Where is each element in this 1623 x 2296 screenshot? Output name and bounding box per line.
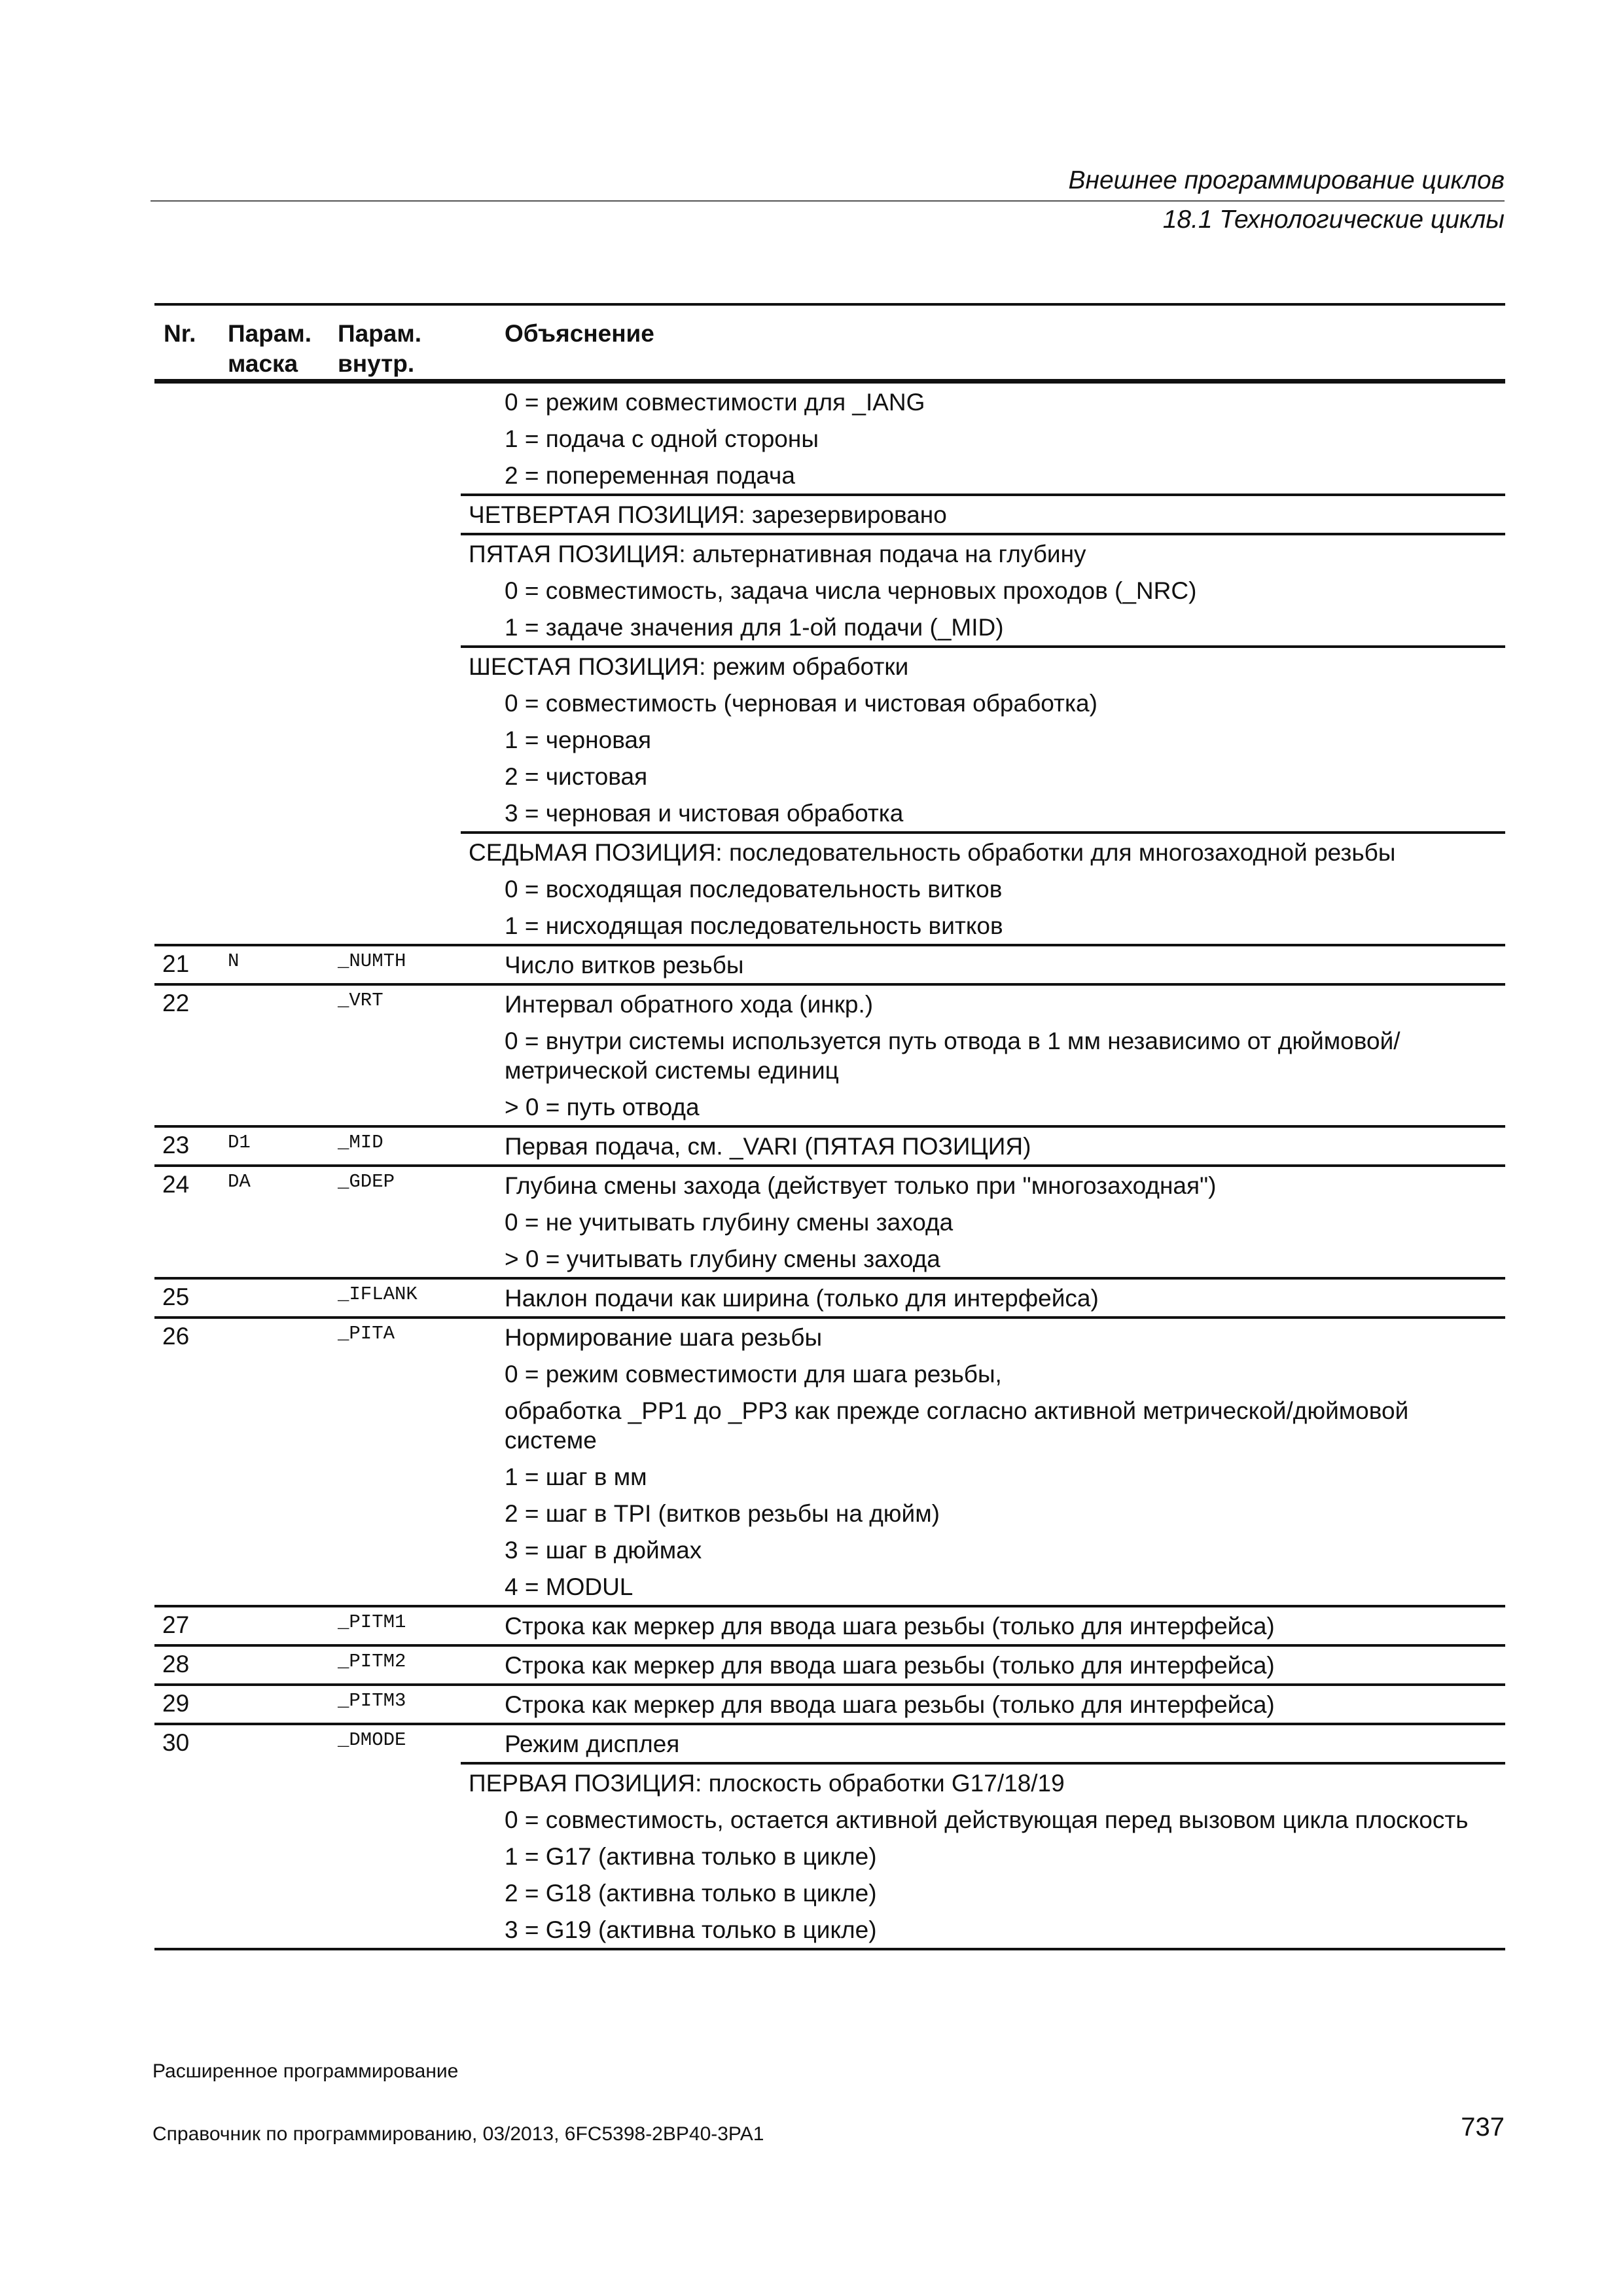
- table-bottom-rule: [154, 1948, 1505, 1950]
- row-internal-param: _PITA: [338, 1323, 395, 1344]
- table-detail-row: [154, 572, 1505, 645]
- footer-document-id: Справочник по программированию, 03/2013, 6FC5398-2BP40-3PA1: [152, 2123, 764, 2145]
- row-explanation: [505, 1167, 1505, 1277]
- running-header-chapter: Внешнее программирование циклов: [1068, 166, 1505, 194]
- explanation-line: 0 = совместимость, остается активной действующая перед вызовом цикла плоскость: [505, 1806, 1469, 1833]
- row-mask-param: D1: [228, 1132, 251, 1153]
- row-explanation: [505, 685, 1505, 831]
- table-body: [154, 384, 1505, 1948]
- explanation-line: 4 = MODUL: [505, 1573, 633, 1600]
- row-internal-param: _NUMTH: [338, 950, 406, 972]
- header-rule: [151, 200, 1505, 202]
- table-subheading-row: [461, 493, 1505, 533]
- row-nr: 25: [162, 1283, 190, 1310]
- explanation-line: 0 = не учитывать глубину смены захода: [505, 1209, 954, 1236]
- table-header: [154, 303, 1505, 384]
- explanation-line: 2 = чистовая: [505, 763, 648, 790]
- row-mask-param: N: [228, 950, 240, 972]
- explanation-line: Строка как меркер для ввода шага резьбы (только для интерфейса): [505, 1691, 1275, 1718]
- table-detail-row: [154, 870, 1505, 944]
- explanation-line: Режим дисплея: [505, 1731, 680, 1757]
- explanation-line: Строка как меркер для ввода шага резьбы (только для интерфейса): [505, 1613, 1275, 1640]
- explanation-line: ПЕРВАЯ ПОЗИЦИЯ: плоскость обработки G17/18/19: [469, 1770, 1065, 1797]
- explanation-line: обработка _PP1 до _PP3 как прежде согласно активной метрической/дюймовой системе: [505, 1397, 1409, 1454]
- column-header-explanation: Объяснение: [505, 320, 654, 347]
- table-detail-row: [154, 685, 1505, 831]
- explanation-line: Глубина смены захода (действует только при "многозаходная"): [505, 1172, 1217, 1199]
- table-row: [154, 1277, 1505, 1316]
- row-explanation: [461, 648, 1505, 685]
- table-subheading-row: [461, 645, 1505, 685]
- explanation-line: > 0 = путь отвода: [505, 1094, 700, 1121]
- row-internal-param: _VRT: [338, 990, 383, 1011]
- table-row: [154, 1125, 1505, 1164]
- row-explanation: [505, 1725, 1505, 1762]
- row-internal-param: _DMODE: [338, 1729, 406, 1751]
- explanation-line: 0 = режим совместимости для шага резьбы,: [505, 1361, 1002, 1388]
- explanation-line: 0 = внутри системы используется путь отвода в 1 мм независимо от дюймовой/метрической системы единиц: [505, 1028, 1400, 1084]
- row-nr: 21: [162, 950, 190, 977]
- table-row: [154, 1164, 1505, 1277]
- row-explanation: [505, 986, 1505, 1125]
- explanation-line: Строка как меркер для ввода шага резьбы (только для интерфейса): [505, 1652, 1275, 1679]
- row-explanation: [505, 1280, 1505, 1316]
- row-explanation: [505, 1686, 1505, 1723]
- row-explanation: [461, 535, 1505, 572]
- row-explanation: [505, 946, 1505, 983]
- row-internal-param: _PITM2: [338, 1651, 406, 1672]
- explanation-line: 0 = совместимость (черновая и чистовая обработка): [505, 690, 1097, 717]
- row-nr: 27: [162, 1611, 190, 1638]
- explanation-line: 1 = шаг в мм: [505, 1463, 647, 1490]
- table-subheading-row: [461, 533, 1505, 572]
- row-internal-param: _IFLANK: [338, 1283, 418, 1305]
- explanation-line: 3 = шаг в дюймах: [505, 1537, 702, 1564]
- table-row: [154, 983, 1505, 1125]
- row-internal-param: _PITM1: [338, 1611, 406, 1633]
- row-explanation: [505, 1647, 1505, 1683]
- row-internal-param: _PITM3: [338, 1690, 406, 1712]
- explanation-line: 0 = режим совместимости для _IANG: [505, 389, 925, 416]
- row-explanation: [505, 1319, 1505, 1605]
- explanation-line: 1 = G17 (активна только в цикле): [505, 1843, 877, 1870]
- table-subheading-row: [461, 1762, 1505, 1801]
- row-nr: 22: [162, 990, 190, 1016]
- explanation-line: СЕДЬМАЯ ПОЗИЦИЯ: последовательность обработки для многозаходной резьбы: [469, 839, 1396, 866]
- explanation-line: Интервал обратного хода (инкр.): [505, 991, 874, 1018]
- row-explanation: [505, 384, 1505, 493]
- row-nr: 28: [162, 1651, 190, 1677]
- row-internal-param: _GDEP: [338, 1171, 395, 1193]
- table-detail-row: [154, 1801, 1505, 1948]
- explanation-line: 2 = шаг в TPI (витков резьбы на дюйм): [505, 1500, 940, 1527]
- row-explanation: [461, 496, 1505, 533]
- explanation-line: Наклон подачи как ширина (только для интерфейса): [505, 1285, 1099, 1312]
- table-row: [154, 944, 1505, 983]
- row-explanation: [505, 572, 1505, 645]
- explanation-line: ПЯТАЯ ПОЗИЦИЯ: альтернативная подача на глубину: [469, 541, 1086, 567]
- explanation-line: ШЕСТАЯ ПОЗИЦИЯ: режим обработки: [469, 653, 909, 680]
- explanation-line: 0 = совместимость, задача числа черновых проходов (_NRC): [505, 577, 1197, 604]
- page-number: 737: [1461, 2113, 1505, 2142]
- row-explanation: [505, 1801, 1505, 1948]
- row-explanation: [461, 834, 1505, 870]
- explanation-line: 1 = черновая: [505, 726, 652, 753]
- explanation-line: > 0 = учитывать глубину смены захода: [505, 1246, 940, 1272]
- row-explanation: [505, 1128, 1505, 1164]
- table-row: [154, 1316, 1505, 1605]
- table-row: [154, 1683, 1505, 1723]
- table-detail-row: [154, 384, 1505, 493]
- explanation-line: Число витков резьбы: [505, 952, 744, 978]
- parameter-table: [154, 303, 1505, 1950]
- explanation-line: 3 = G19 (активна только в цикле): [505, 1916, 877, 1943]
- table-row: [154, 1644, 1505, 1683]
- explanation-line: ЧЕТВЕРТАЯ ПОЗИЦИЯ: зарезервировано: [469, 501, 947, 528]
- column-header-nr: Nr.: [164, 320, 196, 347]
- column-header-mask: Парам. маска: [228, 320, 312, 377]
- explanation-line: 2 = G18 (активна только в цикле): [505, 1880, 877, 1907]
- table-row: [154, 1723, 1505, 1762]
- explanation-line: 1 = нисходящая последовательность витков: [505, 912, 1003, 939]
- row-explanation: [505, 870, 1505, 944]
- explanation-line: 3 = черновая и чистовая обработка: [505, 800, 904, 827]
- column-header-internal: Парам. внутр.: [338, 320, 422, 377]
- row-explanation: [461, 1765, 1505, 1801]
- table-row: [154, 1605, 1505, 1644]
- table-subheading-row: [461, 831, 1505, 870]
- running-header-section: 18.1 Технологические циклы: [1162, 206, 1505, 234]
- row-mask-param: DA: [228, 1171, 251, 1193]
- explanation-line: 1 = подача с одной стороны: [505, 425, 819, 452]
- row-nr: 29: [162, 1690, 190, 1717]
- explanation-line: Нормирование шага резьбы: [505, 1324, 823, 1351]
- row-nr: 30: [162, 1729, 190, 1756]
- row-nr: 24: [162, 1171, 190, 1198]
- explanation-line: 0 = восходящая последовательность витков: [505, 876, 1003, 903]
- row-explanation: [505, 1607, 1505, 1644]
- explanation-line: 1 = задаче значения для 1-ой подачи (_MID): [505, 614, 1004, 641]
- explanation-line: 2 = попеременная подача: [505, 462, 795, 489]
- row-nr: 26: [162, 1323, 190, 1350]
- footer-title: Расширенное программирование: [152, 2060, 459, 2082]
- row-nr: 23: [162, 1132, 190, 1158]
- explanation-line: Первая подача, см. _VARI (ПЯТАЯ ПОЗИЦИЯ): [505, 1133, 1031, 1160]
- row-internal-param: _MID: [338, 1132, 383, 1153]
